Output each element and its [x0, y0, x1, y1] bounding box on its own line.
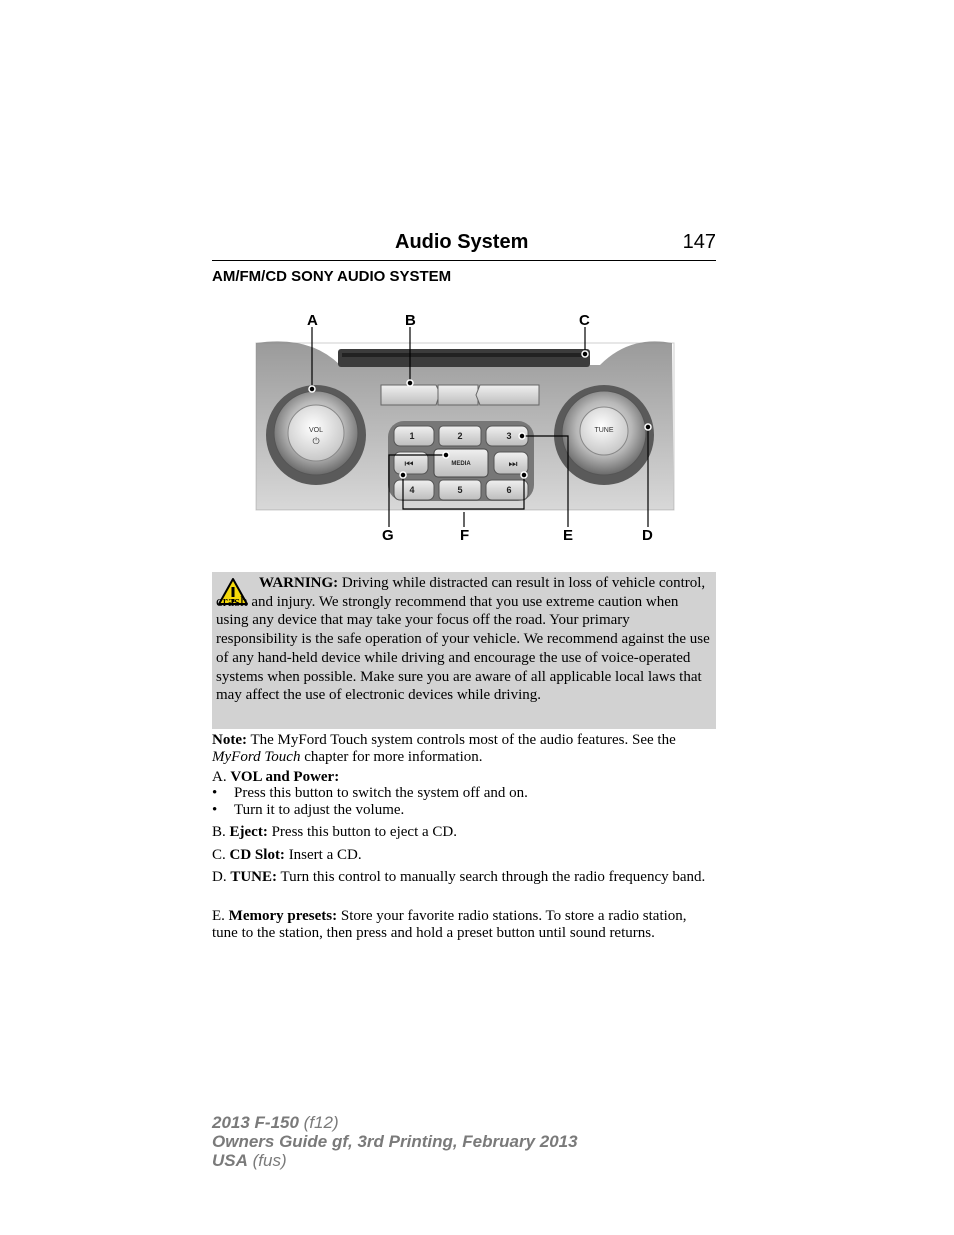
audio-panel-illustration [250, 305, 690, 555]
item-b [212, 824, 716, 841]
item-d-label: TUNE: [230, 869, 278, 885]
item-d [212, 869, 716, 886]
item-e-text: Store your favorite radio stations. To store a radio station, tune to the station, then press and hold a preset button until sound returns. [212, 908, 687, 941]
note-text-1: The MyFord Touch system controls most of the audio features. See the [246, 732, 676, 748]
warning-body: Driving while distracted can result in loss of vehicle control, crash and injury. We strongly recommend that you use extreme caution when using any device that may take your focus off the road. Your primary responsibility is the safe operation of your vehicle. We recommend against the use of any hand-held device while driving and encourage the use of voice-operated systems when possible. Make sure you are aware of all applicable local laws that may affect the use of electronic devices while driving. [216, 575, 710, 704]
eject-button [381, 385, 440, 405]
item-c [212, 847, 716, 864]
note-label: Note: [212, 732, 247, 748]
callout-e: E [563, 527, 574, 544]
preset-2-label: 2 [457, 431, 463, 441]
callout-g: G [382, 527, 394, 544]
item-c-label: CD Slot: [229, 847, 285, 863]
note-italic: MyFord Touch [212, 748, 301, 765]
page-number: 147 [682, 231, 716, 253]
item-a-bullet-2 [212, 802, 404, 819]
item-d-text: Turn this control to manually search through the radio frequency band. [277, 869, 706, 885]
item-a-label: VOL and Power: [230, 769, 340, 785]
section-title: Audio System [395, 231, 529, 253]
item-e-prefix: E. [212, 908, 229, 924]
item-c-text: Insert a CD. [284, 847, 362, 863]
item-b-label: Eject: [229, 824, 268, 840]
top-center-button [438, 385, 478, 405]
bullet-text: Turn it to adjust the volume. [234, 802, 405, 818]
bullet-symbol: • [212, 802, 218, 818]
seek-back-icon: ⏮ [404, 459, 414, 470]
audio-panel-figure [250, 305, 690, 555]
item-c-prefix: C. [212, 847, 230, 863]
warning-label: WARNING: [259, 575, 339, 591]
callout-b: B [405, 312, 416, 329]
item-b-prefix: B. [212, 824, 230, 840]
footer-market-code: (fus) [247, 1151, 287, 1170]
preset-4-label: 4 [409, 485, 415, 495]
callout-d: D [642, 527, 653, 544]
warning-text [216, 574, 710, 705]
item-a-prefix: A. [212, 769, 231, 785]
footer-model: 2013 F-150 [212, 1113, 299, 1132]
top-right-button [476, 385, 539, 405]
item-a-bullet-1 [212, 785, 528, 802]
footer-model-code: (f12) [298, 1113, 339, 1132]
media-label: MEDIA [451, 461, 471, 467]
footer-line-1 [212, 1113, 578, 1132]
callout-f: F [460, 527, 470, 544]
item-e-label: Memory presets: [228, 908, 338, 924]
item-d-prefix: D. [212, 869, 231, 885]
preset-3-label: 3 [506, 431, 512, 441]
note-text-2: chapter for more information. [300, 748, 483, 765]
power-icon: ⏻ [312, 437, 320, 447]
warning-box [212, 572, 716, 729]
vol-label: VOL [308, 427, 324, 434]
preset-6-label: 6 [506, 485, 512, 495]
cd-slot [338, 349, 590, 367]
footer-line-2: Owners Guide gf, 3rd Printing, February 2013 [212, 1132, 578, 1151]
item-a [212, 769, 716, 786]
bullet-symbol: • [212, 785, 218, 801]
callout-c: C [579, 312, 590, 329]
callout-a: A [307, 312, 318, 329]
page-footer [212, 1113, 578, 1170]
preset-1-label: 1 [409, 431, 415, 441]
subheading: AM/FM/CD SONY AUDIO SYSTEM [212, 268, 452, 285]
footer-line-3 [212, 1151, 578, 1170]
page-header [212, 228, 716, 261]
bullet-text: Press this button to switch the system off and on. [234, 785, 528, 801]
footer-market: USA [212, 1151, 248, 1170]
tune-label: TUNE [594, 427, 614, 434]
item-b-text: Press this button to eject a CD. [267, 824, 457, 840]
note-paragraph [212, 732, 716, 765]
preset-5-label: 5 [457, 485, 463, 495]
item-e [212, 908, 716, 941]
seek-forward-icon: ⏭ [508, 459, 518, 470]
